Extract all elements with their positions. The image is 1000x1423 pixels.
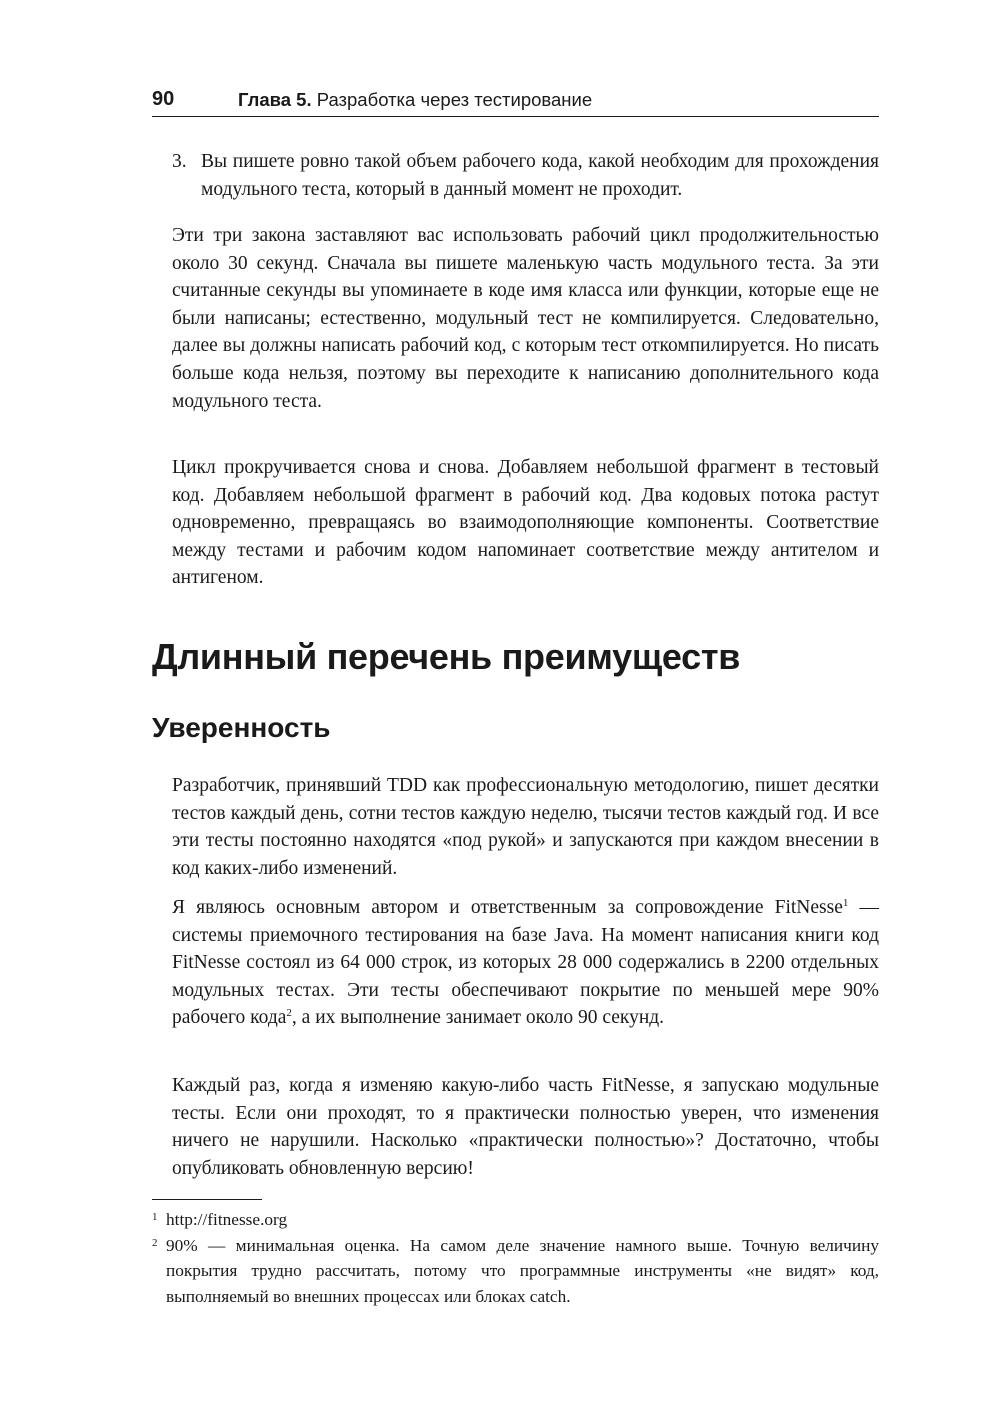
paragraph-fitnesse-part2: — системы приемочного тестирования на базе Java. На момент написания книги код FitNesse состоял из 64 000 строк, из которых 28 000 содержались в 2200 отдельных модульных тестах. Эти тесты обеспечивают покрытие по меньшей мере 90% рабочего кода (172, 897, 880, 1029)
list-item (172, 148, 879, 203)
footnote-ref-1: 1 (842, 897, 849, 909)
paragraph-tdd-developer: Разработчик, принявший TDD как профессиональную методологию, пишет десятки тестов каждый день, сотни тестов каждую неделю, тысячи тестов каждый год. И все эти тесты постоянно находятся «под рукой» и запускаются при каждом внесении в код каких-либо изменений. (172, 775, 879, 879)
paragraph-cycle: Цикл прокручивается снова и снова. Добавляем небольшой фрагмент в тестовый код. Добавляем небольшой фрагмент в рабочий код. Два кодовых потока растут одновременно, превращаясь во взаимодополняющие компоненты. Соответствие между тестами и рабочим кодом напоминает соответствие между антителом и антигеном. (172, 457, 879, 589)
footnote-text: 90% — минимальная оценка. На самом деле значение намного выше. Точную величину покрытия трудно рассчитать, потому что программные инструменты «не видят» код, выполняемый во внешних процессах или блоках catch. (166, 1235, 879, 1306)
chapter-name: Разработка через тестирование (316, 89, 593, 110)
chapter-label: Глава 5. (238, 89, 312, 110)
paragraph-fitnesse-part3: , а их выполнение занимает около 90 секунд. (291, 1007, 665, 1029)
footnote-mark: 2 (152, 1236, 158, 1249)
page-number: 90 (152, 88, 175, 110)
list-item-number: 3. (172, 151, 187, 172)
subsection-heading: Уверенность (152, 712, 331, 743)
paragraph-confidence: Каждый раз, когда я изменяю какую-либо часть FitNesse, я запускаю модульные тесты. Если они проходят, то я практически полностью уверен, что изменения ничего не нарушили. Насколько «практически полностью»? Достаточно, чтобы опубликовать обновленную версию! (172, 1075, 879, 1179)
paragraph-fitnesse-part1: Я являюсь основным автором и ответственным за сопровождение FitNesse (172, 897, 843, 918)
footnote-divider (152, 1199, 262, 1200)
section-heading: Длинный перечень преимуществ (152, 636, 741, 677)
paragraph-fitnesse (172, 894, 879, 1032)
footnote-2 (152, 1233, 879, 1310)
chapter-title (238, 89, 592, 111)
list-item-text: Вы пишете ровно такой объем рабочего кода, какой необходим для прохождения модульного теста, который в данный момент не проходит. (201, 151, 879, 200)
footnotes (152, 1207, 879, 1309)
footnote-mark: 1 (152, 1211, 158, 1223)
footnote-link[interactable]: http://fitnesse.org (166, 1210, 288, 1229)
running-header (152, 84, 879, 117)
footnote-ref-2: 2 (286, 1007, 292, 1020)
paragraph-three-laws: Эти три закона заставляют вас использовать рабочий цикл продолжительностью около 30 секунд. Сначала вы пишете маленькую часть модульного теста. За эти считанные секунды вы упоминаете в коде имя класса или функции, которые еще не были написаны; естественно, модульный тест не компилируется. Следовательно, далее вы должны написать рабочий код, с которым тест откомпилируется. Но писать больше кода нельзя, поэтому вы переходите к написанию дополнительного кода модульного теста. (172, 225, 879, 412)
footnote-1 (152, 1207, 879, 1233)
